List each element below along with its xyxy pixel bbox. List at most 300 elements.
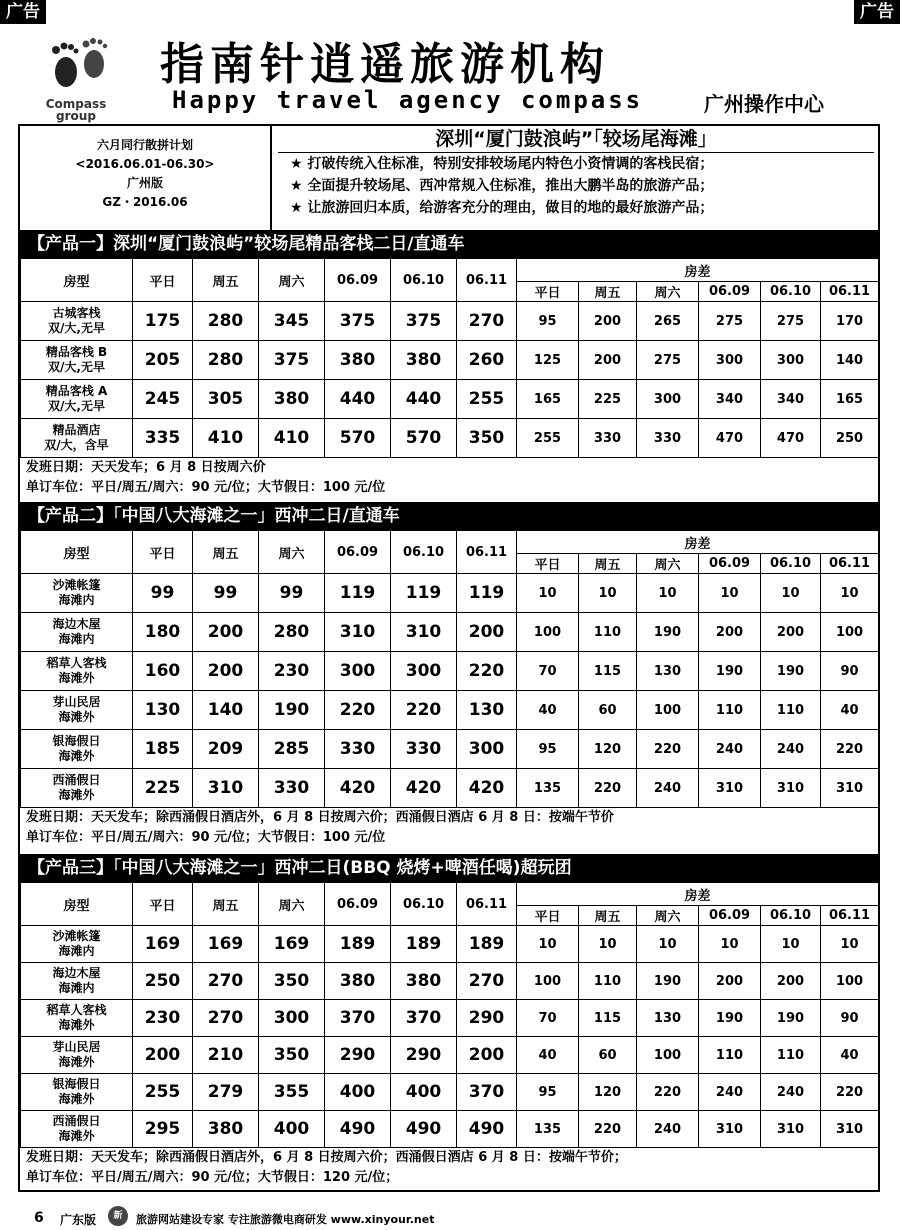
room-name: 沙滩帐篷: [52, 578, 101, 592]
price-cell: 290: [325, 1037, 391, 1074]
room-detail: 海滩外: [58, 1018, 95, 1032]
diff-cell: 330: [579, 419, 637, 458]
room-name: 芽山民居: [52, 695, 101, 709]
price-column-header: 平日: [133, 531, 193, 574]
price-cell: 400: [391, 1074, 457, 1111]
edition-label: 广东版: [60, 1213, 97, 1227]
price-cell: 375: [259, 341, 325, 380]
diff-column-header: 周六: [637, 554, 699, 574]
price-cell: 310: [391, 613, 457, 652]
room-name: 精品客栈 B: [45, 345, 108, 359]
intro-bullet: ★ 让旅游回归本质，给游客充分的理由，做目的地的最好旅游产品；: [290, 200, 714, 216]
price-cell: 310: [193, 769, 259, 808]
diff-cell: 90: [821, 1000, 879, 1037]
footprints-logo-icon: [44, 36, 114, 96]
diff-cell: 95: [517, 1074, 579, 1111]
diff-cell: 265: [637, 302, 699, 341]
price-cell: 295: [133, 1111, 193, 1148]
product-banner: 【产品一】深圳“厦门鼓浪屿”较场尾精品客栈二日/直通车: [20, 230, 878, 258]
diff-cell: 40: [517, 1037, 579, 1074]
price-cell: 410: [193, 419, 259, 458]
price-cell: 300: [457, 730, 517, 769]
diff-column-header: 06.09: [699, 282, 761, 302]
price-cell: 210: [193, 1037, 259, 1074]
diff-cell: 220: [579, 1111, 637, 1148]
price-cell: 169: [193, 926, 259, 963]
room-type-cell: [21, 574, 133, 613]
room-name: 银海假日: [52, 1077, 101, 1091]
diff-cell: 240: [761, 730, 821, 769]
diff-cell: 240: [699, 1074, 761, 1111]
price-cell: 375: [325, 302, 391, 341]
table-row: [21, 613, 879, 652]
plan-info: 六月同行散拼计划 <2016.06.01-06.30> 广州版 GZ・2016.06: [20, 126, 272, 230]
price-cell: 305: [193, 380, 259, 419]
price-sheet: [18, 124, 880, 1192]
brand-city: 广州操作中心: [704, 92, 824, 116]
diff-column-header: 06.09: [699, 554, 761, 574]
price-cell: 200: [193, 652, 259, 691]
diff-cell: 275: [637, 341, 699, 380]
diff-column-header: 周六: [637, 282, 699, 302]
price-cell: 205: [133, 341, 193, 380]
diff-cell: 240: [699, 730, 761, 769]
room-detail: 海滩内: [58, 944, 95, 958]
room-type-cell: [21, 769, 133, 808]
price-cell: 270: [457, 963, 517, 1000]
diff-cell: 190: [637, 613, 699, 652]
room-type-cell: [21, 419, 133, 458]
price-cell: 189: [325, 926, 391, 963]
ad-tag-right: 广告: [854, 0, 900, 24]
diff-cell: 60: [579, 1037, 637, 1074]
price-cell: 225: [133, 769, 193, 808]
price-cell: 119: [457, 574, 517, 613]
price-cell: 440: [325, 380, 391, 419]
room-type-cell: [21, 341, 133, 380]
diff-cell: 170: [821, 302, 879, 341]
price-cell: 200: [457, 613, 517, 652]
room-type-cell: [21, 730, 133, 769]
diff-cell: 200: [699, 963, 761, 1000]
price-cell: 380: [391, 963, 457, 1000]
diff-cell: 220: [821, 730, 879, 769]
diff-cell: 200: [579, 302, 637, 341]
table-row: [21, 302, 879, 341]
room-detail: 海滩内: [58, 981, 95, 995]
diff-cell: 10: [821, 574, 879, 613]
price-cell: 185: [133, 730, 193, 769]
room-detail: 海滩外: [58, 710, 95, 724]
price-cell: 345: [259, 302, 325, 341]
diff-cell: 220: [637, 730, 699, 769]
price-cell: 270: [457, 302, 517, 341]
brand-chinese-name: 指南针逍遥旅游机构: [160, 39, 610, 90]
price-cell: 380: [391, 341, 457, 380]
price-cell: 370: [391, 1000, 457, 1037]
price-table: [20, 882, 879, 1148]
price-cell: 279: [193, 1074, 259, 1111]
price-column-header: 06.10: [391, 531, 457, 574]
diff-cell: 190: [699, 652, 761, 691]
diff-cell: 130: [637, 652, 699, 691]
diff-cell: 10: [699, 926, 761, 963]
price-column-header: 06.09: [325, 883, 391, 926]
diff-cell: 100: [517, 613, 579, 652]
logo-text: Compass group: [45, 97, 107, 123]
diff-cell: 90: [821, 652, 879, 691]
diff-cell: 470: [761, 419, 821, 458]
diff-cell: 340: [761, 380, 821, 419]
diff-cell: 10: [637, 926, 699, 963]
room-detail: 海滩外: [58, 788, 95, 802]
table-row: [21, 419, 879, 458]
price-cell: 300: [259, 1000, 325, 1037]
room-type-cell: [21, 1074, 133, 1111]
room-name: 西涌假日: [52, 1114, 101, 1128]
diff-cell: 120: [579, 1074, 637, 1111]
diff-cell: 200: [761, 963, 821, 1000]
diff-cell: 115: [579, 652, 637, 691]
room-name: 海边木屋: [52, 966, 101, 980]
price-cell: 250: [133, 963, 193, 1000]
price-cell: 380: [325, 963, 391, 1000]
product-note: 单订车位：平日/周五/周六：90 元/位；大节假日：100 元/位: [26, 830, 386, 845]
diff-column-header: 平日: [517, 906, 579, 926]
intro-section: [20, 126, 878, 230]
diff-cell: 200: [761, 613, 821, 652]
diff-cell: 10: [579, 926, 637, 963]
diff-cell: 190: [637, 963, 699, 1000]
price-cell: 260: [457, 341, 517, 380]
price-column-header: 平日: [133, 259, 193, 302]
product-banner: 【产品二】「中国八大海滩之一」西冲二日/直通车: [20, 502, 878, 530]
price-cell: 400: [259, 1111, 325, 1148]
diff-column-header: 周五: [579, 554, 637, 574]
diff-cell: 40: [821, 691, 879, 730]
price-cell: 169: [133, 926, 193, 963]
diff-cell: 310: [761, 1111, 821, 1148]
price-cell: 230: [259, 652, 325, 691]
diff-cell: 100: [517, 963, 579, 1000]
room-detail: 海滩外: [58, 671, 95, 685]
price-cell: 280: [193, 302, 259, 341]
price-cell: 410: [259, 419, 325, 458]
table-row: [21, 963, 879, 1000]
diff-cell: 330: [637, 419, 699, 458]
room-type-cell: [21, 652, 133, 691]
intro-bullet: ★ 打破传统入住标准，特别安排较场尾内特色小资情调的客栈民宿；: [290, 156, 714, 172]
room-detail: 双/大,无早: [48, 399, 105, 413]
intro-highlights: [274, 126, 878, 230]
table-row: [21, 380, 879, 419]
diff-cell: 135: [517, 1111, 579, 1148]
room-type-cell: [21, 1037, 133, 1074]
diff-cell: 100: [821, 613, 879, 652]
diff-cell: 250: [821, 419, 879, 458]
diff-cell: 240: [637, 769, 699, 808]
diff-cell: 60: [579, 691, 637, 730]
price-column-header: 周六: [259, 883, 325, 926]
diff-cell: 190: [761, 652, 821, 691]
diff-cell: 275: [699, 302, 761, 341]
intro-title: 深圳“厦门鼓浪屿”「较场尾海滩」: [278, 126, 874, 153]
diff-cell: 255: [517, 419, 579, 458]
price-cell: 99: [259, 574, 325, 613]
room-name: 海边木屋: [52, 617, 101, 631]
room-name: 芽山民居: [52, 1040, 101, 1054]
diff-cell: 110: [761, 1037, 821, 1074]
price-cell: 420: [457, 769, 517, 808]
diff-cell: 310: [699, 769, 761, 808]
price-cell: 189: [391, 926, 457, 963]
room-type-header: 房型: [21, 531, 133, 574]
price-column-header: 06.09: [325, 259, 391, 302]
diff-column-header: 06.11: [821, 282, 879, 302]
diff-cell: 10: [579, 574, 637, 613]
diff-cell: 275: [761, 302, 821, 341]
price-cell: 350: [259, 963, 325, 1000]
diff-cell: 10: [517, 926, 579, 963]
room-diff-header: 房差: [517, 259, 879, 282]
price-cell: 200: [133, 1037, 193, 1074]
room-type-cell: [21, 613, 133, 652]
room-name: 沙滩帐篷: [52, 929, 101, 943]
table-row: [21, 341, 879, 380]
price-column-header: 周五: [193, 883, 259, 926]
diff-cell: 135: [517, 769, 579, 808]
price-cell: 200: [457, 1037, 517, 1074]
diff-column-header: 周五: [579, 906, 637, 926]
price-cell: 290: [457, 1000, 517, 1037]
diff-cell: 190: [699, 1000, 761, 1037]
diff-cell: 310: [821, 769, 879, 808]
footer-slogan: 旅游网站建设专家 专注旅游微电商研发 www.xinyour.net: [136, 1213, 435, 1226]
price-column-header: 06.11: [457, 883, 517, 926]
price-cell: 130: [133, 691, 193, 730]
product-note: 单订车位：平日/周五/周六：90 元/位；大节假日：120 元/位；: [26, 1170, 399, 1185]
price-cell: 380: [193, 1111, 259, 1148]
room-name: 稻草人客栈: [46, 656, 107, 670]
product-note: 发班日期：天天发车；除西涌假日酒店外，6 月 8 日按周六价；西涌假日酒店 6 月 8 日：按端午节价: [26, 810, 614, 825]
room-type-cell: [21, 963, 133, 1000]
diff-cell: 100: [821, 963, 879, 1000]
diff-cell: 200: [579, 341, 637, 380]
price-column-header: 周六: [259, 531, 325, 574]
diff-cell: 10: [761, 574, 821, 613]
diff-cell: 130: [637, 1000, 699, 1037]
table-row: [21, 1074, 879, 1111]
price-cell: 270: [193, 1000, 259, 1037]
room-diff-header: 房差: [517, 531, 879, 554]
price-cell: 209: [193, 730, 259, 769]
price-cell: 330: [391, 730, 457, 769]
price-cell: 200: [193, 613, 259, 652]
room-diff-header: 房差: [517, 883, 879, 906]
price-cell: 570: [325, 419, 391, 458]
diff-cell: 40: [517, 691, 579, 730]
brand-english-name: Happy travel agency compass: [172, 86, 644, 114]
price-cell: 119: [391, 574, 457, 613]
price-cell: 355: [259, 1074, 325, 1111]
footer: [0, 1204, 900, 1230]
diff-cell: 10: [699, 574, 761, 613]
price-cell: 230: [133, 1000, 193, 1037]
room-name: 银海假日: [52, 734, 101, 748]
table-row: [21, 574, 879, 613]
price-cell: 99: [193, 574, 259, 613]
price-cell: 300: [325, 652, 391, 691]
diff-cell: 10: [821, 926, 879, 963]
room-type-cell: [21, 926, 133, 963]
diff-cell: 310: [821, 1111, 879, 1148]
price-cell: 380: [325, 341, 391, 380]
room-name: 西涌假日: [52, 773, 101, 787]
diff-cell: 470: [699, 419, 761, 458]
price-cell: 270: [193, 963, 259, 1000]
room-detail: 双/大，含早: [44, 438, 109, 452]
diff-cell: 225: [579, 380, 637, 419]
diff-cell: 340: [699, 380, 761, 419]
price-cell: 99: [133, 574, 193, 613]
diff-cell: 300: [637, 380, 699, 419]
diff-cell: 120: [579, 730, 637, 769]
price-cell: 140: [193, 691, 259, 730]
diff-cell: 165: [517, 380, 579, 419]
diff-cell: 300: [699, 341, 761, 380]
diff-cell: 220: [821, 1074, 879, 1111]
price-cell: 490: [457, 1111, 517, 1148]
price-cell: 375: [391, 302, 457, 341]
price-cell: 290: [391, 1037, 457, 1074]
diff-column-header: 06.10: [761, 282, 821, 302]
price-cell: 330: [259, 769, 325, 808]
price-cell: 310: [325, 613, 391, 652]
diff-column-header: 平日: [517, 554, 579, 574]
price-cell: 440: [391, 380, 457, 419]
room-detail: 海滩外: [58, 1092, 95, 1106]
room-name: 精品酒店: [52, 423, 101, 437]
room-name: 稻草人客栈: [46, 1003, 107, 1017]
diff-cell: 125: [517, 341, 579, 380]
diff-cell: 100: [637, 691, 699, 730]
diff-cell: 220: [637, 1074, 699, 1111]
price-column-header: 06.11: [457, 531, 517, 574]
room-name: 精品客栈 A: [45, 384, 108, 398]
price-cell: 370: [457, 1074, 517, 1111]
price-cell: 330: [325, 730, 391, 769]
price-column-header: 周六: [259, 259, 325, 302]
price-cell: 335: [133, 419, 193, 458]
price-cell: 119: [325, 574, 391, 613]
price-column-header: 06.11: [457, 259, 517, 302]
product-note: 发班日期：天天发车；6 月 8 日按周六价: [26, 460, 266, 475]
price-cell: 280: [193, 341, 259, 380]
table-row: [21, 1037, 879, 1074]
diff-cell: 95: [517, 730, 579, 769]
price-cell: 220: [325, 691, 391, 730]
diff-column-header: 06.11: [821, 906, 879, 926]
diff-cell: 240: [761, 1074, 821, 1111]
room-detail: 双/大,无早: [48, 360, 105, 374]
diff-cell: 310: [761, 769, 821, 808]
room-type-cell: [21, 1000, 133, 1037]
room-type-cell: [21, 691, 133, 730]
price-cell: 350: [457, 419, 517, 458]
price-cell: 160: [133, 652, 193, 691]
intro-bullet: ★ 全面提升较场尾、西冲常规入住标准，推出大鹏半岛的旅游产品；: [290, 178, 714, 194]
product-note: 单订车位：平日/周五/周六：90 元/位；大节假日：100 元/位: [26, 480, 386, 495]
price-cell: 420: [325, 769, 391, 808]
room-name: 古城客栈: [52, 306, 101, 320]
price-column-header: 平日: [133, 883, 193, 926]
diff-cell: 110: [699, 1037, 761, 1074]
diff-cell: 110: [579, 963, 637, 1000]
table-row: [21, 1000, 879, 1037]
diff-column-header: 06.11: [821, 554, 879, 574]
diff-cell: 110: [699, 691, 761, 730]
diff-cell: 95: [517, 302, 579, 341]
table-row: [21, 652, 879, 691]
table-row: [21, 926, 879, 963]
price-cell: 245: [133, 380, 193, 419]
diff-cell: 10: [517, 574, 579, 613]
price-cell: 220: [391, 691, 457, 730]
price-cell: 490: [391, 1111, 457, 1148]
room-type-cell: [21, 380, 133, 419]
price-column-header: 周五: [193, 259, 259, 302]
diff-cell: 110: [579, 613, 637, 652]
price-cell: 180: [133, 613, 193, 652]
diff-cell: 310: [699, 1111, 761, 1148]
table-row: [21, 730, 879, 769]
price-cell: 285: [259, 730, 325, 769]
price-cell: 490: [325, 1111, 391, 1148]
price-cell: 255: [457, 380, 517, 419]
price-cell: 300: [391, 652, 457, 691]
diff-cell: 10: [637, 574, 699, 613]
diff-cell: 115: [579, 1000, 637, 1037]
diff-cell: 190: [761, 1000, 821, 1037]
price-cell: 189: [457, 926, 517, 963]
table-row: [21, 691, 879, 730]
price-column-header: 06.09: [325, 531, 391, 574]
diff-column-header: 06.10: [761, 554, 821, 574]
diff-cell: 140: [821, 341, 879, 380]
diff-cell: 70: [517, 652, 579, 691]
price-cell: 169: [259, 926, 325, 963]
price-cell: 350: [259, 1037, 325, 1074]
price-cell: 400: [325, 1074, 391, 1111]
diff-column-header: 06.10: [761, 906, 821, 926]
room-detail: 海滩内: [58, 593, 95, 607]
room-detail: 海滩外: [58, 1129, 95, 1143]
diff-cell: 220: [579, 769, 637, 808]
room-type-header: 房型: [21, 883, 133, 926]
price-cell: 420: [391, 769, 457, 808]
table-row: [21, 1111, 879, 1148]
price-cell: 130: [457, 691, 517, 730]
diff-cell: 100: [637, 1037, 699, 1074]
price-cell: 190: [259, 691, 325, 730]
room-detail: 海滩外: [58, 1055, 95, 1069]
page-number: 6: [34, 1210, 44, 1226]
price-cell: 370: [325, 1000, 391, 1037]
price-column-header: 06.10: [391, 259, 457, 302]
table-row: [21, 769, 879, 808]
room-detail: 双/大,无早: [48, 321, 105, 335]
diff-column-header: 周六: [637, 906, 699, 926]
